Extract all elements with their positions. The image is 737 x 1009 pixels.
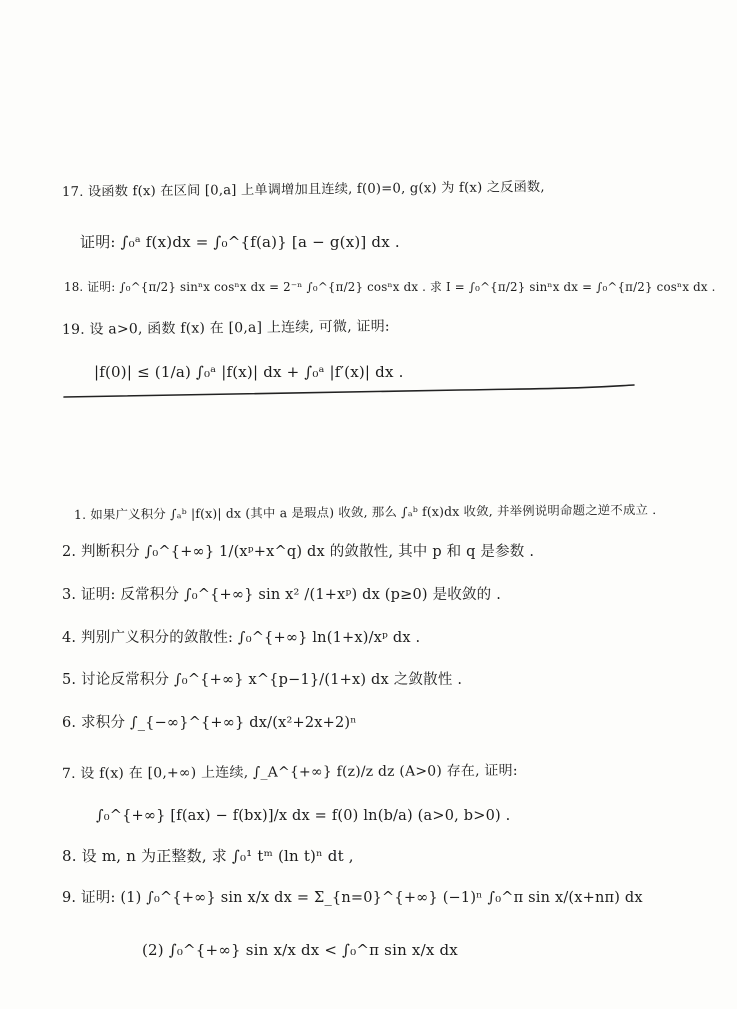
exercise-3: 3. 证明: 反常积分 ∫₀^{+∞} sin x² /(1+xᵖ) dx (p≥0) 是收敛的 . (62, 587, 502, 603)
exercise-8: 8. 设 m, n 为正整数, 求 ∫₀¹ tᵐ (ln t)ⁿ dt , (62, 847, 354, 865)
exercise-2: 2. 判断积分 ∫₀^{+∞} 1/(xᵖ+x^q) dx 的敛散性, 其中 p 和 q 是参数 . (62, 544, 535, 560)
exercise-9-part-2: (2) ∫₀^{+∞} sin x/x dx < ∫₀^π sin x/x dx (142, 941, 458, 959)
problem-19-inequality: |f(0)| ≤ (1/a) ∫₀ᵃ |f(x)| dx + ∫₀ᵃ |f′(x)| dx . (94, 363, 404, 381)
exercise-7: 7. 设 f(x) 在 [0,+∞) 上连续, ∫_A^{+∞} f(z)/z dz (A>0) 存在, 证明: (61, 762, 518, 782)
problem-19-statement: 19. 设 a>0, 函数 f(x) 在 [0,a] 上连续, 可微, 证明: (61, 318, 390, 338)
exercise-5: 5. 讨论反常积分 ∫₀^{+∞} x^{p−1}/(1+x) dx 之敛散性 . (62, 672, 463, 688)
section-divider-line (60, 380, 640, 404)
problem-17-claim: 证明: ∫₀ᵃ f(x)dx = ∫₀^{f(a)} [a − g(x)] dx . (80, 233, 400, 251)
exercise-1: 1. 如果广义积分 ∫ₐᵇ |f(x)| dx (其中 a 是瑕点) 收敛, 那么 ∫ₐᵇ f(x)dx 收敛, 并举例说明命题之逆不成立 . (73, 501, 657, 522)
exercise-9-part-1: 9. 证明: (1) ∫₀^{+∞} sin x/x dx = Σ_{n=0}^{+∞} (−1)ⁿ ∫₀^π sin x/(x+nπ) dx (62, 890, 643, 906)
problem-17-statement: 17. 设函数 f(x) 在区间 [0,a] 上单调增加且连续, f(0)=0, g(x) 为 f(x) 之反函数, (61, 179, 545, 200)
exercise-7-formula: ∫₀^{+∞} [f(ax) − f(bx)]/x dx = f(0) ln(b/a) (a>0, b>0) . (96, 808, 511, 824)
exercise-4: 4. 判别广义积分的敛散性: ∫₀^{+∞} ln(1+x)/xᵖ dx . (62, 630, 421, 646)
exercise-6: 6. 求积分 ∫_{−∞}^{+∞} dx/(x²+2x+2)ⁿ (62, 715, 357, 731)
problem-18-statement: 18. 证明: ∫₀^{π/2} sinⁿx cosⁿx dx = 2⁻ⁿ ∫₀^{π/2} cosⁿx dx . 求 I = ∫₀^{π/2} sinⁿx dx = ∫₀^{π/2} cosⁿx dx . (64, 280, 716, 294)
